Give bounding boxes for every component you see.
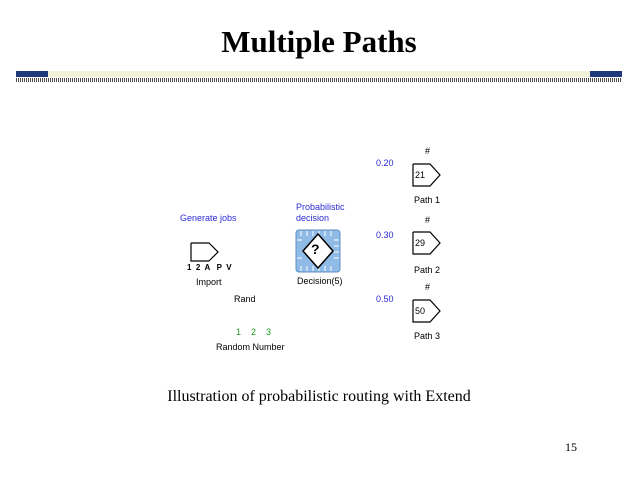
slide-caption: Illustration of probabilistic routing with Extend bbox=[167, 388, 471, 405]
decision-label-line2: decision bbox=[296, 213, 330, 223]
decision-question-mark: ? bbox=[311, 241, 320, 257]
decision-label-line1: Probabilistic bbox=[296, 202, 345, 212]
page-number: 15 bbox=[565, 440, 577, 454]
decision-name: Decision(5) bbox=[297, 276, 343, 286]
path-hash: # bbox=[425, 215, 431, 225]
path-hash: # bbox=[425, 282, 431, 292]
path-probability: 0.30 bbox=[376, 230, 394, 240]
path-count: 50 bbox=[415, 306, 426, 316]
slide-title: Multiple Paths bbox=[221, 24, 417, 59]
generate-name: Import bbox=[196, 277, 222, 287]
random-label: Rand bbox=[234, 294, 256, 304]
path-count: 21 bbox=[415, 170, 426, 180]
generate-block-icon[interactable] bbox=[191, 243, 218, 261]
path-name: Path 2 bbox=[414, 265, 441, 275]
path-probability: 0.20 bbox=[376, 158, 394, 168]
path-name: Path 3 bbox=[414, 331, 441, 341]
random-connectors: 1 2 3 bbox=[236, 327, 272, 337]
random-name: Random Number bbox=[216, 342, 285, 352]
generate-label: Generate jobs bbox=[180, 213, 237, 223]
path-name: Path 1 bbox=[414, 195, 441, 205]
path-count: 29 bbox=[415, 238, 426, 248]
path-hash: # bbox=[425, 146, 431, 156]
generate-connectors: 1 2 A P V bbox=[187, 263, 232, 272]
path-probability: 0.50 bbox=[376, 294, 394, 304]
